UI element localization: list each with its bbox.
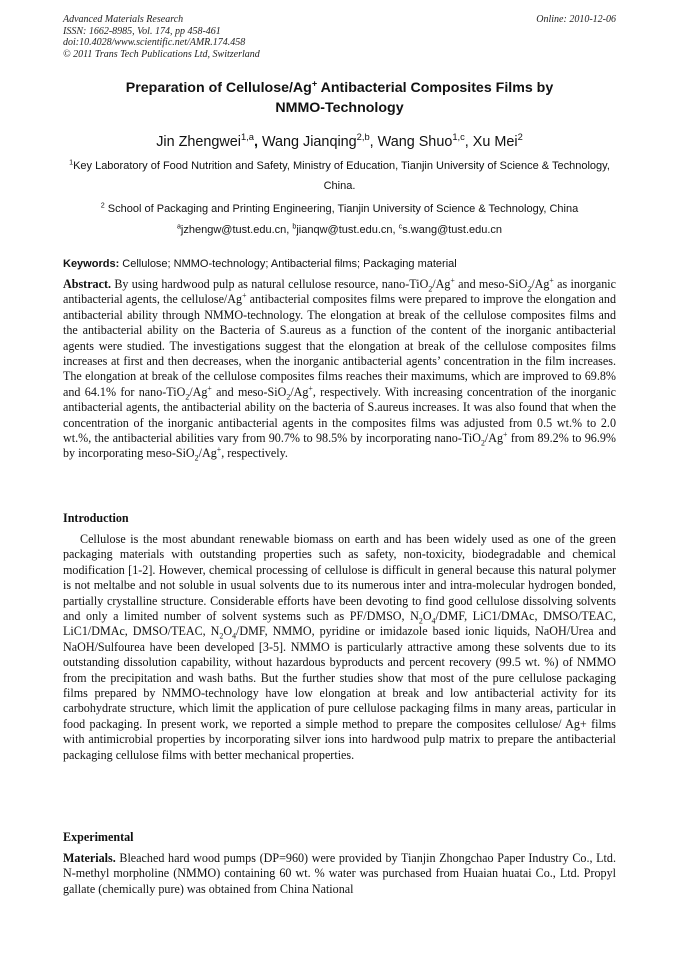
abstract-text: antibacterial composites films were prepared to improve the elongation and antibacterial ability through NMMO-technology. The elongation at break of the cellulose composites films and the antibacterial ability on the Bacteria of S.aureus as a function of the content of the inorganic antibacterial agents were studied. The investigations suggest that the elongation at break of the cellulose composites films increases at first and then decreases, when the inorganic antibacterial agents’ concentration in the film increases. The elongation at break of the cellulose composites films reaches their maximums, which are improved to 69.8% and 64.1% for nano-TiO <box>63 292 616 399</box>
subscript: 2 <box>185 392 190 402</box>
title-part1: Preparation of Cellulose/Ag <box>125 80 312 96</box>
author-list: Jin Zhengwei$^{1,a}$, Wang Jianqing$^{2,b}$, Wang Shuo$^{1,c}$, Xu Mei$^2$ <box>156 132 523 150</box>
email-link[interactable]: jianqw@tust.edu.cn, <box>296 224 399 236</box>
abstract-text: as inorganic antibacterial agents, the cellulose/Ag <box>63 277 616 307</box>
subscript: 4 <box>431 616 436 626</box>
subscript: 2 <box>286 392 291 402</box>
author-sup: 1,c <box>452 132 465 143</box>
author-name: Xu Mei <box>472 134 518 150</box>
superscript: + <box>242 291 247 301</box>
abstract-text: from 89.2% to 96.9% by incorporating meso-SiO <box>63 431 616 461</box>
subscript: 2 <box>418 616 423 626</box>
paper-title <box>63 78 616 118</box>
keywords-text: Cellulose; NMMO-technology; Antibacterial films; Packaging material <box>119 258 457 270</box>
author-sup: 2 <box>517 132 523 143</box>
affiliation-number: 1 <box>69 158 74 167</box>
abstract-label: Abstract. <box>63 277 112 291</box>
author-name: Jin Zhengwei <box>156 134 241 150</box>
abstract-text: and meso-SiO <box>211 384 287 399</box>
author-sup: 1,a <box>240 132 254 143</box>
materials-label: Materials. <box>63 851 116 865</box>
author-emails <box>63 220 616 240</box>
email-link[interactable]: jzhengw@tust.edu.cn, <box>180 224 293 236</box>
journal-name: Advanced Materials Research <box>63 14 184 25</box>
author-sup: 2,b <box>356 132 370 143</box>
affiliation-text: Key Laboratory of Food Nutrition and Safety, Ministry of Education, Tianjin University of Science & Technology, China. <box>73 160 610 192</box>
subscript: 2 <box>527 284 532 294</box>
introduction-text: O <box>422 609 432 624</box>
online-date: Online: 2010-12-06 <box>536 14 616 25</box>
abstract-text: /Ag <box>484 431 504 446</box>
doi: doi:10.4028/www.scientific.net/AMR.174.458 <box>63 37 246 48</box>
title-part2: Antibacterial Composites Films by <box>317 80 554 96</box>
subscript: 2 <box>194 453 199 463</box>
superscript: + <box>308 383 313 393</box>
email-link[interactable]: s.wang@tust.edu.cn <box>402 224 503 236</box>
subscript: 4 <box>232 631 237 641</box>
copyright: © 2011 Trans Tech Publications Ltd, Switzerland <box>63 48 260 60</box>
abstract-text: /Ag <box>432 277 451 291</box>
subscript: 2 <box>428 284 433 294</box>
abstract-text: By using hardwood pulp as natural cellulose resource, nano-TiO <box>111 277 429 291</box>
abstract-text: , respectively. With increasing concentration of the inorganic antibacterial agents, the antibacterial ability on the bacteria of S.aureus increases. It was also found that when the concentration of the inorganic antibacterial agents in the composites films was adjusted from 0.5 wt.% to 2.0 wt.%, the antibacterial abilities vary from 90.7% to 98.5% by incorporating nano-TiO <box>63 384 617 446</box>
section-heading-introduction: Introduction <box>63 511 129 525</box>
superscript: + <box>450 275 455 285</box>
introduction-text: /DMF, LiC1/DMAc, DMSO/TEAC, LiC1/DMAc, DMSO/TEAC, N <box>63 609 616 639</box>
abstract-text: /Ag <box>290 384 309 399</box>
abstract-text: /Ag <box>531 277 550 291</box>
affiliation-1 <box>63 156 616 196</box>
title-sup: + <box>311 78 318 89</box>
affiliation-2 <box>63 199 616 219</box>
email-sup: b <box>292 222 297 231</box>
introduction-body <box>63 532 616 763</box>
subscript: 2 <box>480 438 485 448</box>
abstract-text: /Ag <box>198 446 217 461</box>
abstract-text: /Ag <box>189 384 208 399</box>
journal-header <box>63 14 616 60</box>
issn: ISSN: 1662-8985, Vol. 174, pp 458-461 <box>63 25 221 37</box>
keywords-label: Keywords: <box>63 258 120 270</box>
abstract-text: , respectively. <box>221 446 288 461</box>
abstract <box>63 277 616 462</box>
superscript: + <box>503 430 508 440</box>
subscript: 2 <box>219 631 224 641</box>
materials-text: Bleached hard wood pumps (DP=960) were provided by Tianjin Zhongchao Paper Industry Co., Ltd. N-methyl morpholine (NMMO) containing 60 wt. % water was purchased from Huaian huatai Co., Ltd. Propyl gallate (chemically pure) was obtained from China National <box>63 851 616 896</box>
superscript: + <box>549 275 554 285</box>
affiliation-text: School of Packaging and Printing Engineering, Tianjin University of Science & Technology, China <box>104 203 579 215</box>
author-name: Wang Jianqing <box>261 134 357 150</box>
abstract-text: and meso-SiO <box>454 277 528 291</box>
introduction-text: Cellulose is the most abundant renewable biomass on earth and has been widely used as one of the green packaging materials with outstanding properties such as safety, non-toxicity, biodegradable and chemical modification [1-2]. However, chemical processing of cellulose is difficult in general because this natural polymer is not meltalbe and not soluble in usual solvents due to its numerous inter and intra-molecular hydrogen bonded, partially crystalline structure. Considerable efforts have been devoting to find good cellulose dissolving solvents and only a limited number of solvent systems such as PF/DMSO, N <box>63 532 616 624</box>
title-line2: NMMO-Technology <box>275 100 404 116</box>
affiliation-number: 2 <box>100 201 105 210</box>
keywords <box>63 257 616 272</box>
introduction-text: O <box>223 624 233 639</box>
superscript: + <box>207 383 212 393</box>
author-name: Wang Shuo <box>377 134 453 150</box>
materials-paragraph <box>63 851 616 897</box>
section-heading-experimental: Experimental <box>63 830 134 844</box>
introduction-text: /DMF, NMMO, pyridine or imidazole based ionic liquids, NaOH/Urea and NaOH/Sulfourea have been developed [3-5]. NMMO is particularly attractive among these solvents due to its outstanding dissolution capability, without hazardous byproducts and percent recovery (99.5 wt. %) of NMMO from the precipitation and wash baths. But the further studies show that most of the pure cellulose packaging films prepared by NMMO-technology have low elongation at break and low antibacterial activity for its carbohydrate structure, which limit the application of pure cellulose packaging films in many areas, particular in food packaging. In present work, we reported a simple method to prepare the composites cellulose/ Ag+ films with antimicrobial properties by incorporating silver ions into hardwood pulp matrix to prepare the antibacterial packaging cellulose films with better mechanical properties. <box>63 624 616 762</box>
email-sup: c <box>398 222 403 231</box>
superscript: + <box>216 445 222 455</box>
email-sup: a <box>176 222 181 231</box>
